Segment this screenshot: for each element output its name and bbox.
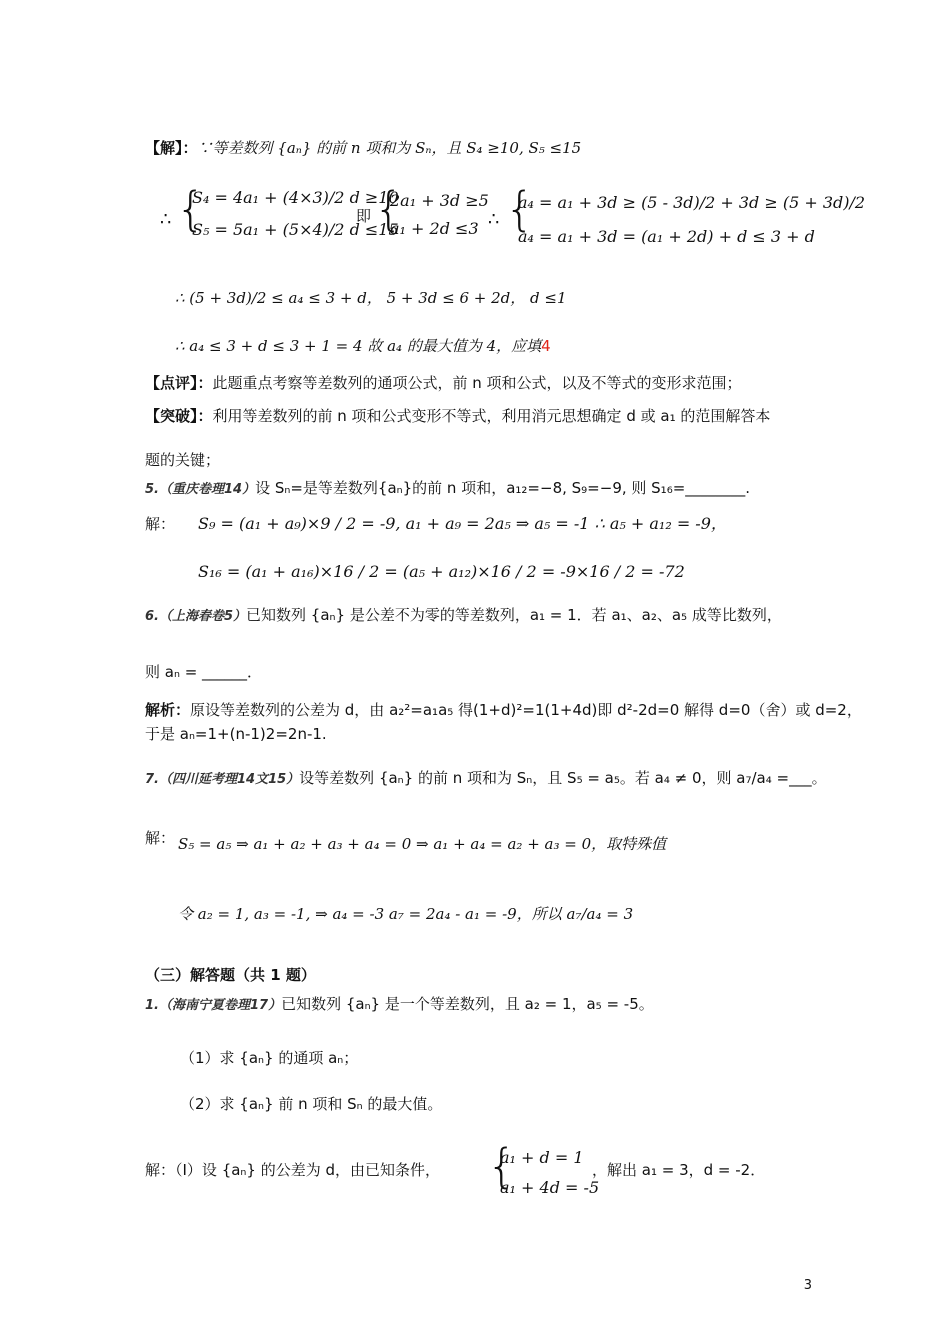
q6-analysis xyxy=(145,700,862,720)
system-simplified xyxy=(390,188,489,242)
q5-solution-line-2: S₁₆ = (a₁ + a₁₆)×16 / 2 = (a₅ + a₁₂)×16 / 2 = -9×16 / 2 = -72 xyxy=(198,562,685,581)
q6-analysis-line-2: 于是 aₙ=1+(n-1)2=2n-1. xyxy=(145,725,327,743)
max-value-line xyxy=(175,336,551,356)
question-5-text: 设 Sₙ=是等差数列{aₙ}的前 n 项和，a₁₂=−8, S₉=−9, 则 S₁₆=________. xyxy=(255,479,751,497)
p1-solution-post: ，解出 a₁ = 3，d = -2． xyxy=(592,1161,766,1179)
question-5 xyxy=(145,478,750,500)
inequality-line: ∴ (5 + 3d)/2 ≤ a₄ ≤ 3 + d， 5 + 3d ≤ 6 + 2d， d ≤1 xyxy=(175,289,567,307)
system-row-s4: S₄ = 4a₁ + (4×3)/2 d ≥10 xyxy=(192,188,399,207)
system-p1-row-2: a₁ + 4d = -5 xyxy=(500,1178,600,1197)
system-p1 xyxy=(500,1145,599,1201)
system-row-s5: S₅ = 5a₁ + (5×4)/2 d ≤15 xyxy=(192,220,399,239)
problem-1-text: 已知数列 {aₙ} 是一个等差数列，且 a₂ = 1，a₅ = -5。 xyxy=(281,995,654,1013)
breakthrough-line-1: 利用等差数列的前 n 项和公式变形不等式，利用消元思想确定 d 或 a₁ 的范围解答本 xyxy=(212,407,771,425)
breakthrough-tag: 【突破】： xyxy=(145,407,213,425)
system-row-a4-upper: a₄ = a₁ + 3d = (a₁ + 2d) + d ≤ 3 + d xyxy=(518,227,815,246)
system-row-a1: a₁ + 2d ≤3 xyxy=(390,219,479,238)
page-number: 3 xyxy=(803,1278,812,1293)
question-6-source: 6.（上海春卷5） xyxy=(145,609,247,624)
solution-heading xyxy=(145,138,581,158)
question-7-source: 7.（四川延考理14文15） xyxy=(145,772,300,787)
question-7-text: 设等差数列 {aₙ} 的前 n 项和为 Sₙ，且 S₅ = a₅。若 a₄ ≠ 0，则 a₇/a₄ =___。 xyxy=(299,769,827,787)
brace-left-3: { xyxy=(505,182,535,236)
q5-solution-line-1: S₉ = (a₁ + a₉)×9 / 2 = -9, a₁ + a₉ = 2a₅ ⇒ a₅ = -1 ∴ a₅ + a₁₂ = -9， xyxy=(198,514,727,533)
solution-given: ∵等差数列 {aₙ} 的前 n 项和为 Sₙ，且 S₄ ≥10, S₅ ≤15 xyxy=(197,139,582,157)
question-6 xyxy=(145,605,782,627)
therefore-symbol: ∴ xyxy=(160,209,172,230)
answer-value: 4 xyxy=(541,337,551,355)
q6-analysis-tag: 解析： xyxy=(145,701,191,719)
system-p1-row-1: a₁ + d = 1 xyxy=(500,1148,584,1167)
solution-tag: 【解】： xyxy=(145,139,198,157)
question-6-line-1: 已知数列 {aₙ} 是公差不为零的等差数列，a₁ = 1．若 a₁、a₂、a₅ 成等比数列， xyxy=(246,606,782,624)
p1-solution-pre: 解：（Ⅰ）设 {aₙ} 的公差为 d，由已知条件， xyxy=(145,1161,441,1179)
system-a4 xyxy=(518,190,865,250)
max-value-text: ∴ a₄ ≤ 3 + d ≤ 3 + 1 = 4 故 a₄ 的最大值为 4，应填 xyxy=(175,337,542,355)
breakthrough-paragraph xyxy=(145,406,770,426)
comment-paragraph xyxy=(145,373,742,393)
problem-1-source: 1.（海南宁夏卷理17） xyxy=(145,998,282,1013)
problem-1 xyxy=(145,994,654,1016)
brace-left-4: { xyxy=(487,1139,517,1193)
breakthrough-line-2: 题的关键； xyxy=(145,451,221,469)
question-6-line-2: 则 aₙ = ______． xyxy=(145,663,263,681)
brace-left-2: { xyxy=(374,182,404,236)
brace-left-1: { xyxy=(176,182,206,236)
problem-1-sub-1: （1）求 {aₙ} 的通项 aₙ； xyxy=(180,1049,359,1067)
therefore-symbol-2: ∴ xyxy=(488,209,500,230)
system-row-a4-lower: a₄ = a₁ + 3d ≥ (5 - 3d)/2 + 3d ≥ (5 + 3d)/2 xyxy=(518,193,866,212)
q7-solution-label: 解： xyxy=(145,829,176,847)
q6-analysis-line-1: 原设等差数列的公差为 d，由 a₂²=a₁a₅ 得(1+d)²=1(1+4d)即 d²-2d=0 解得 d=0（舍）或 d=2， xyxy=(190,701,862,719)
system-row-2a1: 2a₁ + 3d ≥5 xyxy=(390,191,489,210)
problem-1-sub-2: （2）求 {aₙ} 前 n 项和 Sₙ 的最大值。 xyxy=(180,1095,443,1113)
q5-solution-label: 解： xyxy=(145,515,176,533)
q7-solution-line-2: 令 a₂ = 1, a₃ = -1, ⇒ a₄ = -3 a₇ = 2a₄ - a₁ = -9，所以 a₇/a₄ = 3 xyxy=(178,905,634,923)
section-3-heading: （三）解答题（共 1 题） xyxy=(145,966,316,984)
comment-text: 此题重点考察等差数列的通项公式，前 n 项和公式，以及不等式的变形求范围； xyxy=(212,374,742,392)
question-5-source: 5.（重庆卷理14） xyxy=(145,482,256,497)
question-7 xyxy=(145,768,827,790)
q7-solution-line-1: S₅ = a₅ ⇒ a₁ + a₂ + a₃ + a₄ = 0 ⇒ a₁ + a₄ = a₂ + a₃ = 0，取特殊值 xyxy=(178,835,667,853)
ji-word: 即 xyxy=(356,207,372,225)
comment-tag: 【点评】： xyxy=(145,374,213,392)
